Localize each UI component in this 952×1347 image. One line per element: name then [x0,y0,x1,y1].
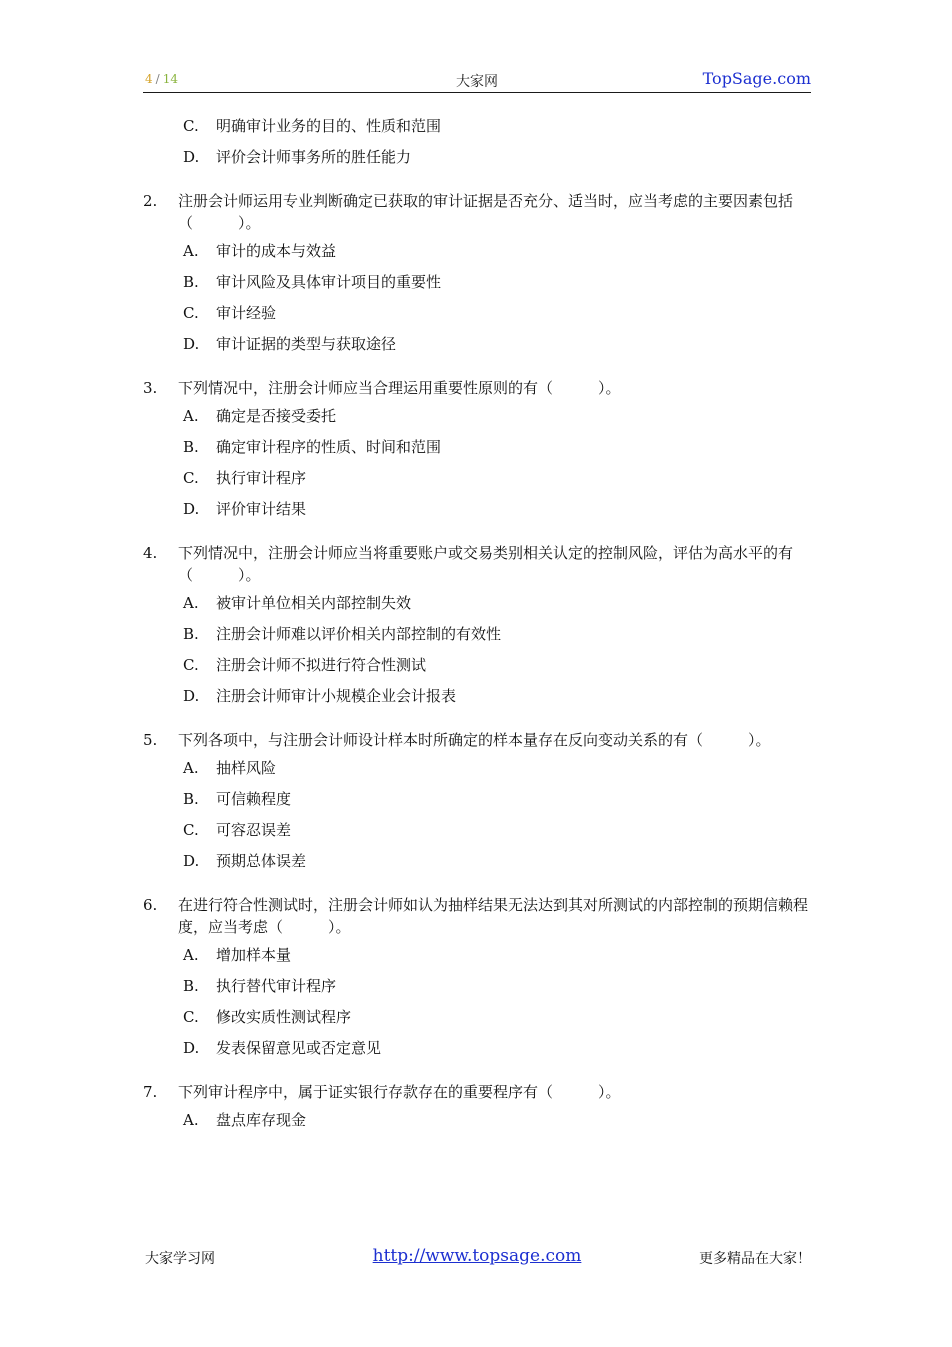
option-text: 增加样本量 [216,946,292,964]
option-letter: B. [183,977,199,995]
option-letter: B. [183,438,199,456]
question-4 [143,542,811,707]
header-brand: TopSage.com [702,69,811,88]
option [143,685,811,707]
footer-site-name: 大家学习网 [145,1251,215,1267]
question-number: 4. [143,544,158,562]
option [143,240,811,262]
option-text: 评价会计师事务所的胜任能力 [216,148,412,166]
option-letter: C. [183,656,199,674]
question-body: 下列审计程序中，属于证实银行存款存在的重要程序有（ ）。 [178,1083,621,1101]
option-text: 发表保留意见或否定意见 [216,1039,382,1057]
footer-slogan: 更多精品在大家！ [699,1251,811,1267]
option [143,436,811,458]
question-number: 3. [143,379,158,397]
question-number: 2. [143,192,158,210]
option-text: 确定是否接受委托 [216,407,337,425]
question-2 [143,190,811,355]
option [143,975,811,997]
option [143,333,811,355]
question-number: 7. [143,1083,158,1101]
question-text [143,377,811,399]
page-separator: / [155,72,160,86]
question-5 [143,729,811,872]
question-text [143,894,811,938]
page-total: 14 [162,72,178,86]
option-letter: C. [183,117,199,135]
footer-link[interactable]: http://www.topsage.com [372,1246,582,1266]
option-letter: D. [183,500,200,518]
option-letter: C. [183,1008,199,1026]
option [143,271,811,293]
option-text: 盘点库存现金 [216,1111,307,1129]
question-6 [143,894,811,1059]
option-text: 注册会计师审计小规模企业会计报表 [216,687,457,705]
option [143,623,811,645]
question-list [143,112,811,1153]
option-text: 审计风险及具体审计项目的重要性 [216,273,442,291]
question-body: 在进行符合性测试时，注册会计师如认为抽样结果无法达到其对所测试的内部控制的预期信赖程度，应当考虑（ ）。 [178,896,809,936]
page-current: 4 [145,72,153,86]
option [143,405,811,427]
question-body: 下列情况中，注册会计师应当将重要账户或交易类别相关认定的控制风险，评估为高水平的有（ ）。 [178,544,794,584]
question-body: 下列情况中，注册会计师应当合理运用重要性原则的有（ ）。 [178,379,621,397]
option [143,1109,811,1131]
option-letter: B. [183,625,199,643]
option [143,302,811,324]
question-body: 下列各项中，与注册会计师设计样本时所确定的样本量存在反向变动关系的有（ ）。 [178,731,771,749]
continued-options [143,115,811,168]
question-text [143,542,811,586]
option-letter: D. [183,1039,200,1057]
option-text: 评价审计结果 [216,500,307,518]
option [143,1006,811,1028]
option-text: 抽样风险 [216,759,277,777]
option-text: 执行替代审计程序 [216,977,337,995]
header-site-name: 大家网 [456,74,498,90]
question-text [143,1081,811,1103]
option-letter: A. [183,759,199,777]
option-letter: C. [183,304,199,322]
option-text: 可信赖程度 [216,790,292,808]
option-letter: D. [183,148,200,166]
question-3 [143,377,811,520]
question-body: 注册会计师运用专业判断确定已获取的审计证据是否充分、适当时，应当考虑的主要因素包括（ ）。 [178,192,794,232]
option-letter: A. [183,242,199,260]
page-footer [143,1246,811,1268]
option-letter: B. [183,273,199,291]
option [143,944,811,966]
option-text: 修改实质性测试程序 [216,1008,352,1026]
option-text: 预期总体误差 [216,852,307,870]
option [143,592,811,614]
option [143,467,811,489]
option [143,757,811,779]
option-letter: D. [183,687,200,705]
option-text: 执行审计程序 [216,469,307,487]
option-letter: C. [183,821,199,839]
question-number: 6. [143,896,158,914]
question-text [143,190,811,234]
option-text: 确定审计程序的性质、时间和范围 [216,438,442,456]
option [143,1037,811,1059]
option-letter: C. [183,469,199,487]
option-letter: B. [183,790,199,808]
option-letter: A. [183,946,199,964]
option [143,850,811,872]
option [143,146,811,168]
option-letter: D. [183,852,200,870]
option [143,654,811,676]
option [143,819,811,841]
option [143,788,811,810]
option-text: 审计的成本与效益 [216,242,337,260]
option-text: 注册会计师不拟进行符合性测试 [216,656,427,674]
option [143,115,811,137]
option-letter: D. [183,335,200,353]
page-header [143,68,811,93]
option-text: 可容忍误差 [216,821,292,839]
question-text [143,729,811,751]
option-text: 审计证据的类型与获取途径 [216,335,397,353]
option-letter: A. [183,1111,199,1129]
option-text: 明确审计业务的目的、性质和范围 [216,117,442,135]
option-text: 注册会计师难以评价相关内部控制的有效性 [216,625,502,643]
option-letter: A. [183,594,199,612]
option-text: 被审计单位相关内部控制失效 [216,594,412,612]
question-number: 5. [143,731,158,749]
option [143,498,811,520]
option-letter: A. [183,407,199,425]
option-text: 审计经验 [216,304,277,322]
question-7 [143,1081,811,1131]
